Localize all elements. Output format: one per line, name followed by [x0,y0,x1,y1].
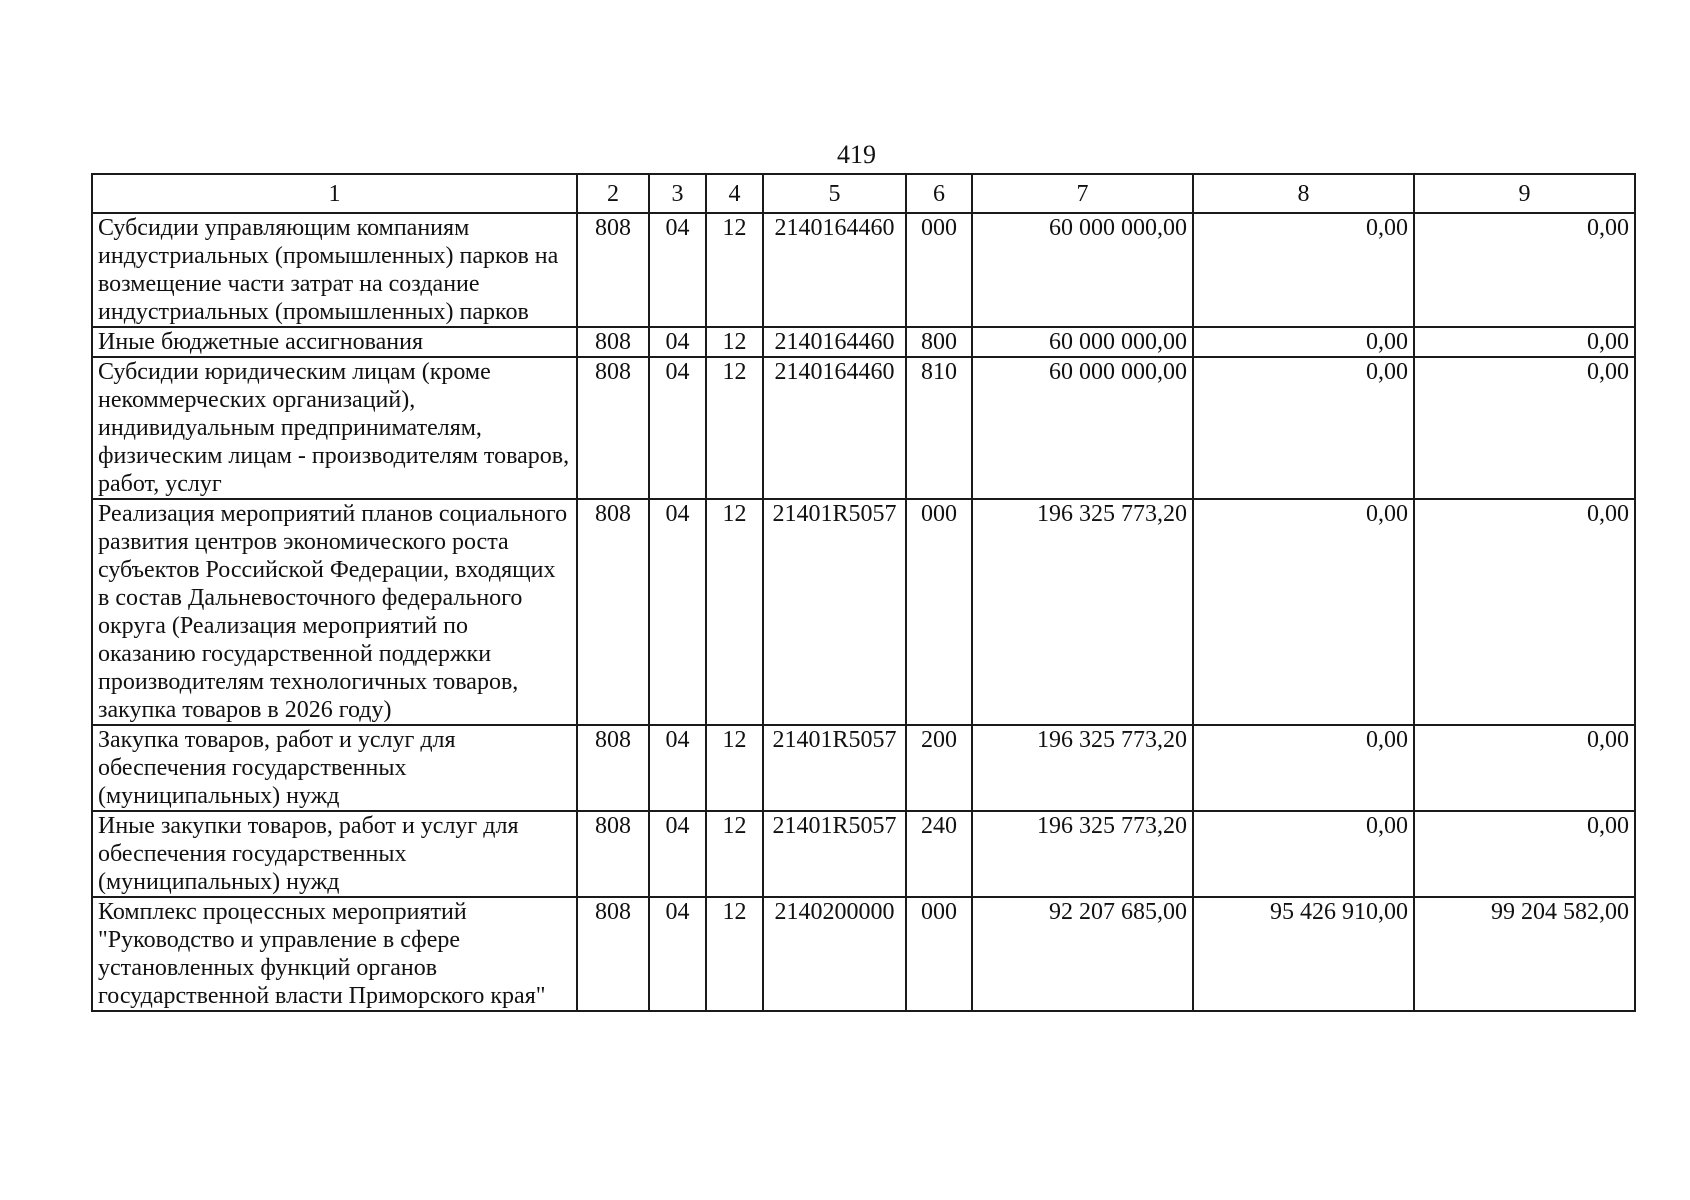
amount-col8: 0,00 [1193,357,1414,499]
column-header-5: 5 [763,174,906,213]
amount-col7: 60 000 000,00 [972,327,1193,357]
amount-col8: 0,00 [1193,327,1414,357]
amount-col7: 196 325 773,20 [972,811,1193,897]
subsection-code: 12 [706,811,763,897]
row-name: Субсидии юридическим лицам (кроме некоммерческих организаций), индивидуальным предпринимателям, физическим лицам - производителям товаров, работ, услуг [92,357,577,499]
ministry-code: 808 [577,357,649,499]
expense-type-code: 000 [906,499,972,725]
amount-col9: 0,00 [1414,725,1635,811]
amount-col9: 0,00 [1414,213,1635,327]
table-row [92,897,1635,1011]
amount-col7: 196 325 773,20 [972,499,1193,725]
amount-col8: 0,00 [1193,811,1414,897]
subsection-code: 12 [706,327,763,357]
section-code: 04 [649,213,706,327]
column-header-8: 8 [1193,174,1414,213]
subsection-code: 12 [706,725,763,811]
table-row [92,499,1635,725]
table-row [92,357,1635,499]
amount-col9: 0,00 [1414,327,1635,357]
section-code: 04 [649,499,706,725]
amount-col8: 95 426 910,00 [1193,897,1414,1011]
subsection-code: 12 [706,357,763,499]
ministry-code: 808 [577,811,649,897]
table-header-row [92,174,1635,213]
section-code: 04 [649,897,706,1011]
target-article-code: 2140164460 [763,213,906,327]
column-header-6: 6 [906,174,972,213]
column-header-7: 7 [972,174,1193,213]
row-name: Иные бюджетные ассигнования [92,327,577,357]
amount-col9: 99 204 582,00 [1414,897,1635,1011]
expense-type-code: 000 [906,213,972,327]
ministry-code: 808 [577,897,649,1011]
amount-col7: 60 000 000,00 [972,357,1193,499]
target-article-code: 21401R5057 [763,725,906,811]
table-row [92,213,1635,327]
amount-col7: 92 207 685,00 [972,897,1193,1011]
expense-type-code: 240 [906,811,972,897]
amount-col9: 0,00 [1414,811,1635,897]
target-article-code: 2140164460 [763,327,906,357]
subsection-code: 12 [706,499,763,725]
expense-type-code: 000 [906,897,972,1011]
budget-table [91,173,1636,1012]
amount-col7: 60 000 000,00 [972,213,1193,327]
section-code: 04 [649,811,706,897]
target-article-code: 21401R5057 [763,811,906,897]
row-name: Иные закупки товаров, работ и услуг для обеспечения государственных (муниципальных) нужд [92,811,577,897]
column-header-3: 3 [649,174,706,213]
target-article-code: 2140200000 [763,897,906,1011]
row-name: Реализация мероприятий планов социального развития центров экономического роста субъектов Российской Федерации, входящих в состав Дальневосточного федерального округа (Реализация мероприятий по оказанию государственной поддержки производителям технологичных товаров, закупка товаров в 2026 году) [92,499,577,725]
column-header-1: 1 [92,174,577,213]
row-name: Закупка товаров, работ и услуг для обеспечения государственных (муниципальных) нужд [92,725,577,811]
table-row [92,327,1635,357]
ministry-code: 808 [577,499,649,725]
ministry-code: 808 [577,725,649,811]
row-name: Комплекс процессных мероприятий "Руководство и управление в сфере установленных функций органов государственной власти Приморского края" [92,897,577,1011]
amount-col8: 0,00 [1193,499,1414,725]
target-article-code: 2140164460 [763,357,906,499]
amount-col8: 0,00 [1193,213,1414,327]
subsection-code: 12 [706,897,763,1011]
expense-type-code: 810 [906,357,972,499]
section-code: 04 [649,327,706,357]
section-code: 04 [649,725,706,811]
table-row [92,811,1635,897]
column-header-2: 2 [577,174,649,213]
row-name: Субсидии управляющим компаниям индустриальных (промышленных) парков на возмещение части затрат на создание индустриальных (промышленных) парков [92,213,577,327]
subsection-code: 12 [706,213,763,327]
amount-col7: 196 325 773,20 [972,725,1193,811]
amount-col8: 0,00 [1193,725,1414,811]
table-row [92,725,1635,811]
target-article-code: 21401R5057 [763,499,906,725]
ministry-code: 808 [577,213,649,327]
section-code: 04 [649,357,706,499]
column-header-4: 4 [706,174,763,213]
column-header-9: 9 [1414,174,1635,213]
amount-col9: 0,00 [1414,499,1635,725]
amount-col9: 0,00 [1414,357,1635,499]
ministry-code: 808 [577,327,649,357]
expense-type-code: 800 [906,327,972,357]
page-number: 419 [837,140,876,169]
expense-type-code: 200 [906,725,972,811]
